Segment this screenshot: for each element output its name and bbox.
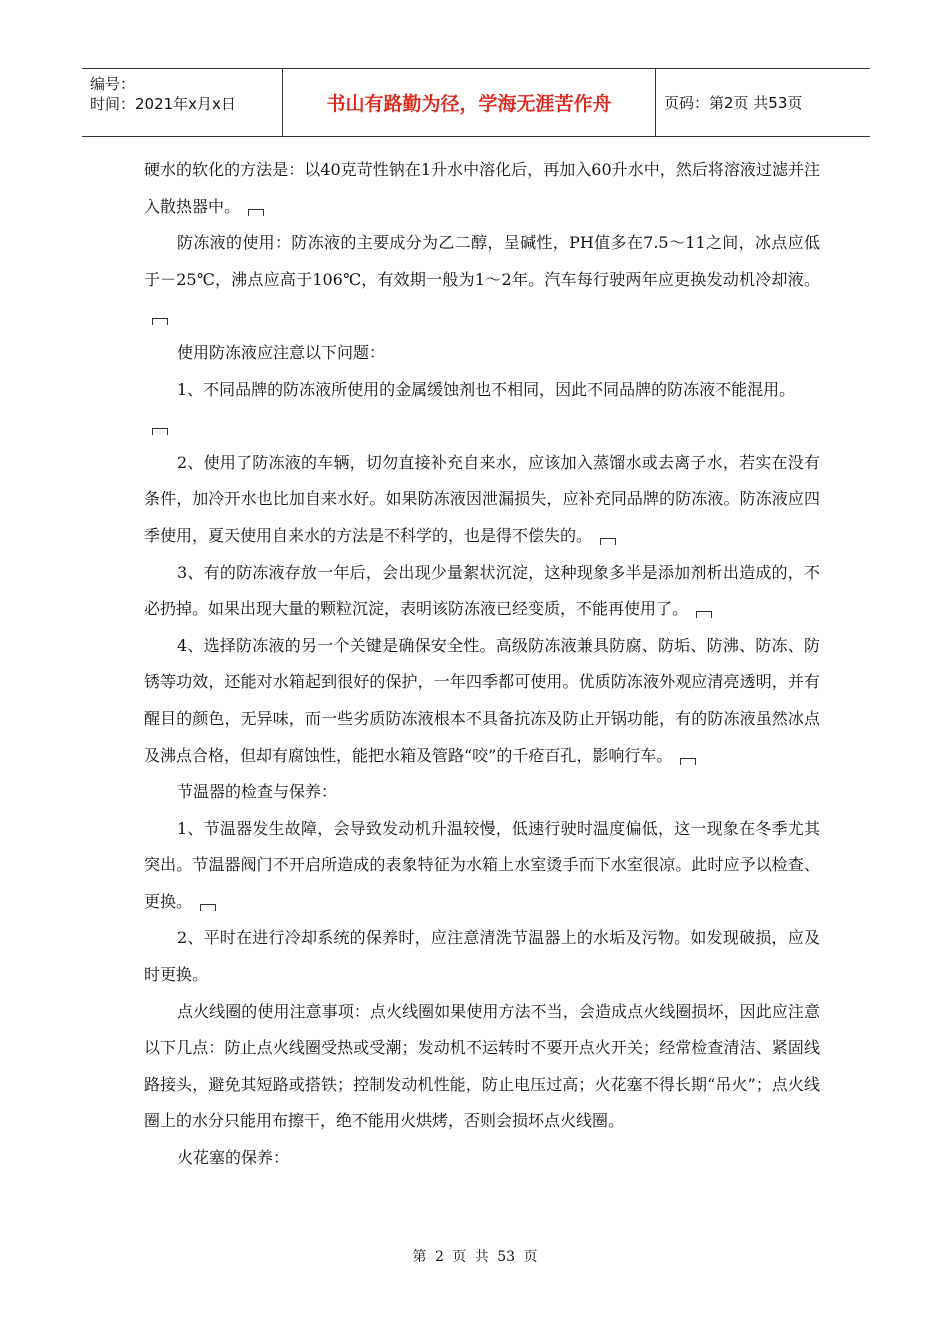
paragraph-mark-icon	[200, 904, 216, 911]
paragraph-text: 点火线圈的使用注意事项：点火线圈如果使用方法不当，会造成点火线圈损坏，因此应注意以下几点：防止点火线圈受热或受潮；发动机不运转时不要开点火开关；经常检查清洁、紧固线路接头，避免其短路或搭铁；控制发动机性能，防止电压过高；火花塞不得长期“吊火”；点火线圈上的水分只能用布擦干，绝不能用火烘烤，否则会损坏点火线圈。	[144, 1001, 820, 1131]
paragraph-text: 硬水的软化的方法是：以40克苛性钠在1升水中溶化后，再加入60升水中，然后将溶液过滤并注入散热器中。	[144, 160, 820, 216]
page-info-text: 页码：第2页 共53页	[664, 94, 803, 112]
body-paragraph	[144, 920, 820, 993]
header-meta-cell	[82, 69, 283, 136]
body-paragraph	[144, 372, 820, 409]
body-paragraph	[144, 774, 820, 811]
motto-cell	[283, 69, 656, 136]
paragraph-text: 火花塞的保养：	[177, 1148, 290, 1168]
body-paragraph	[144, 335, 820, 372]
paragraph-text: 2、平时在进行冷却系统的保养时，应注意清洗节温器上的水垢及污物。如发现破损，应及时更换。	[144, 928, 820, 985]
footer-page-number: 第 2 页 共 53 页	[412, 1249, 538, 1265]
body-paragraph	[144, 1140, 820, 1177]
paragraph-mark-icon	[152, 428, 168, 435]
paragraph-mark-icon	[152, 318, 168, 325]
page-footer	[0, 1246, 950, 1266]
date-label: 时间：2021年x月x日	[90, 95, 236, 113]
paragraph-text: 使用防冻液应注意以下问题：	[177, 342, 386, 362]
body-paragraph	[144, 445, 820, 555]
body-paragraph	[144, 811, 820, 921]
number-label: 编号：	[90, 75, 136, 93]
paragraph-text: 2、使用了防冻液的车辆，切勿直接补充自来水，应该加入蒸馏水或去离子水，若实在没有条件，加冷开水也比加自来水好。如果防冻液因泄漏损失，应补充同品牌的防冻液。防冻液应四季使用，夏天使用自来水的方法是不科学的，也是得不偿失的。	[144, 452, 820, 545]
body-paragraph	[144, 994, 820, 1140]
body-paragraph	[144, 408, 820, 445]
body-paragraph	[144, 152, 820, 225]
paragraph-text: 1、节温器发生故障，会导致发动机升温较慢，低速行驶时温度偏低，这一现象在冬季尤其突出。节温器阀门不开启所造成的表象特征为水箱上水室烫手而下水室很凉。此时应予以检查、更换。	[144, 818, 820, 911]
paragraph-mark-icon	[680, 758, 696, 765]
paragraph-mark-icon	[248, 209, 264, 216]
paragraph-text: 防冻液的使用：防冻液的主要成分为乙二醇，呈碱性，PH值多在7.5～11之间，冰点应低于－25℃，沸点应高于106℃，有效期一般为1～2年。汽车每行驶两年应更换发动机冷却液。	[144, 233, 820, 289]
motto-text: 书山有路勤为径，学海无涯苦作舟	[326, 93, 612, 115]
page-info-cell	[664, 69, 870, 136]
body-paragraph	[144, 555, 820, 628]
paragraph-text: 1、不同品牌的防冻液所使用的金属缓蚀剂也不相同，因此不同品牌的防冻液不能混用。	[177, 379, 796, 399]
document-body	[144, 152, 820, 1177]
paragraph-text: 4、选择防冻液的另一个关键是确保安全性。高级防冻液兼具防腐、防垢、防沸、防冻、防锈等功效，还能对水箱起到很好的保护，一年四季都可使用。优质防冻液外观应清亮透明，并有醒目的颜色，无异味，而一些劣质防冻液根本不具备抗冻及防止开锅功能，有的防冻液虽然冰点及沸点合格，但却有腐蚀性，能把水箱及管路“咬”的千疮百孔，影响行车。	[144, 635, 820, 765]
page-header	[82, 68, 870, 137]
body-paragraph	[144, 628, 820, 774]
paragraph-text: 节温器的检查与保养：	[177, 782, 338, 802]
paragraph-mark-icon	[600, 538, 616, 545]
paragraph-mark-icon	[696, 611, 712, 618]
paragraph-text: 3、有的防冻液存放一年后，会出现少量絮状沉淀，这种现象多半是添加剂析出造成的，不必扔掉。如果出现大量的颗粒沉淀，表明该防冻液已经变质，不能再使用了。	[144, 562, 820, 619]
body-paragraph	[144, 225, 820, 335]
